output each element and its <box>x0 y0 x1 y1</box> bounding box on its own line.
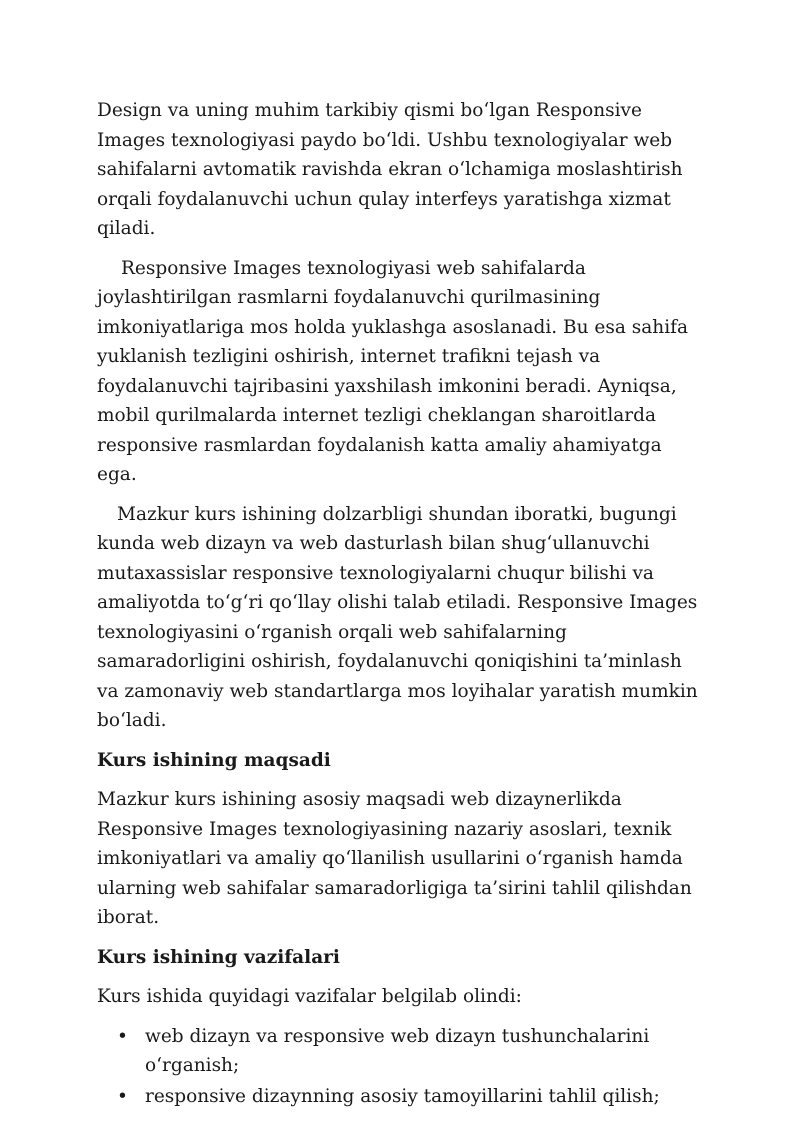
list-item-text: web dizayn va responsive web dizayn tushunchalarini o‘rganish; <box>145 1025 650 1076</box>
document-page <box>97 96 707 1112</box>
paragraph-responsive-images: Responsive Images texnologiyasi web sahifalarda joylashtirilgan rasmlarni foydalanuvchi qurilmasining imkoniyatlariga mos holda yuklashga asoslanadi. Bu esa sahifa yuklanish tezligini oshirish, internet trafikni tejash va foydalanuvchi tajribasini yaxshilash imkonini beradi. Ayniqsa, mobil qurilmalarda internet tezligi cheklangan sharoitlarda responsive rasmlardan foydalanish katta amaliy ahamiyatga ega. <box>97 257 689 485</box>
paragraph-goal: Mazkur kurs ishining asosiy maqsadi web dizaynerlikda Responsive Images texnologiyasining nazariy asoslari, texnik imkoniyatlari va amaliy qo‘llanilish usullarini o‘rganish hamda ularning web sahifalar samaradorligiga ta’sirini tahlil qilishdan iborat. <box>97 789 692 928</box>
heading-goal: Kurs ishining maqsadi <box>97 749 331 771</box>
bullet-icon: • <box>117 1025 128 1047</box>
list-item-text: responsive dizaynning asosiy tamoyillarini tahlil qilish; <box>145 1085 660 1107</box>
list-item <box>97 1082 707 1112</box>
bullet-icon: • <box>117 1085 128 1107</box>
list-item <box>97 1022 707 1081</box>
heading-tasks: Kurs ishining vazifalari <box>97 946 340 968</box>
paragraph-intro: Design va uning muhim tarkibiy qismi bo‘lgan Responsive Images texnologiyasi paydo bo‘ldi. Ushbu texnologiyalar web sahifalarni avtomatik ravishda ekran o‘lchamiga moslashtirish orqali foydalanuvchi uchun qulay interfeys yaratishga xizmat qiladi. <box>97 100 683 239</box>
paragraph-relevance: Mazkur kurs ishining dolzarbligi shundan iboratki, bugungi kunda web dizayn va web dasturlash bilan shug‘ullanuvchi mutaxassislar responsive texnologiyalarni chuqur bilishi va amaliyotda to‘g‘ri qo‘llay olishi talab etiladi. Responsive Images texnologiyasini o‘rganish orqali web sahifalarning samaradorligini oshirish, foydalanuvchi qoniqishini ta’minlash va zamonaviy web standartlarga mos loyihalar yaratish mumkin bo‘ladi. <box>97 503 698 731</box>
paragraph-tasks-intro: Kurs ishida quyidagi vazifalar belgilab olindi: <box>97 986 522 1007</box>
tasks-list <box>97 1022 707 1112</box>
